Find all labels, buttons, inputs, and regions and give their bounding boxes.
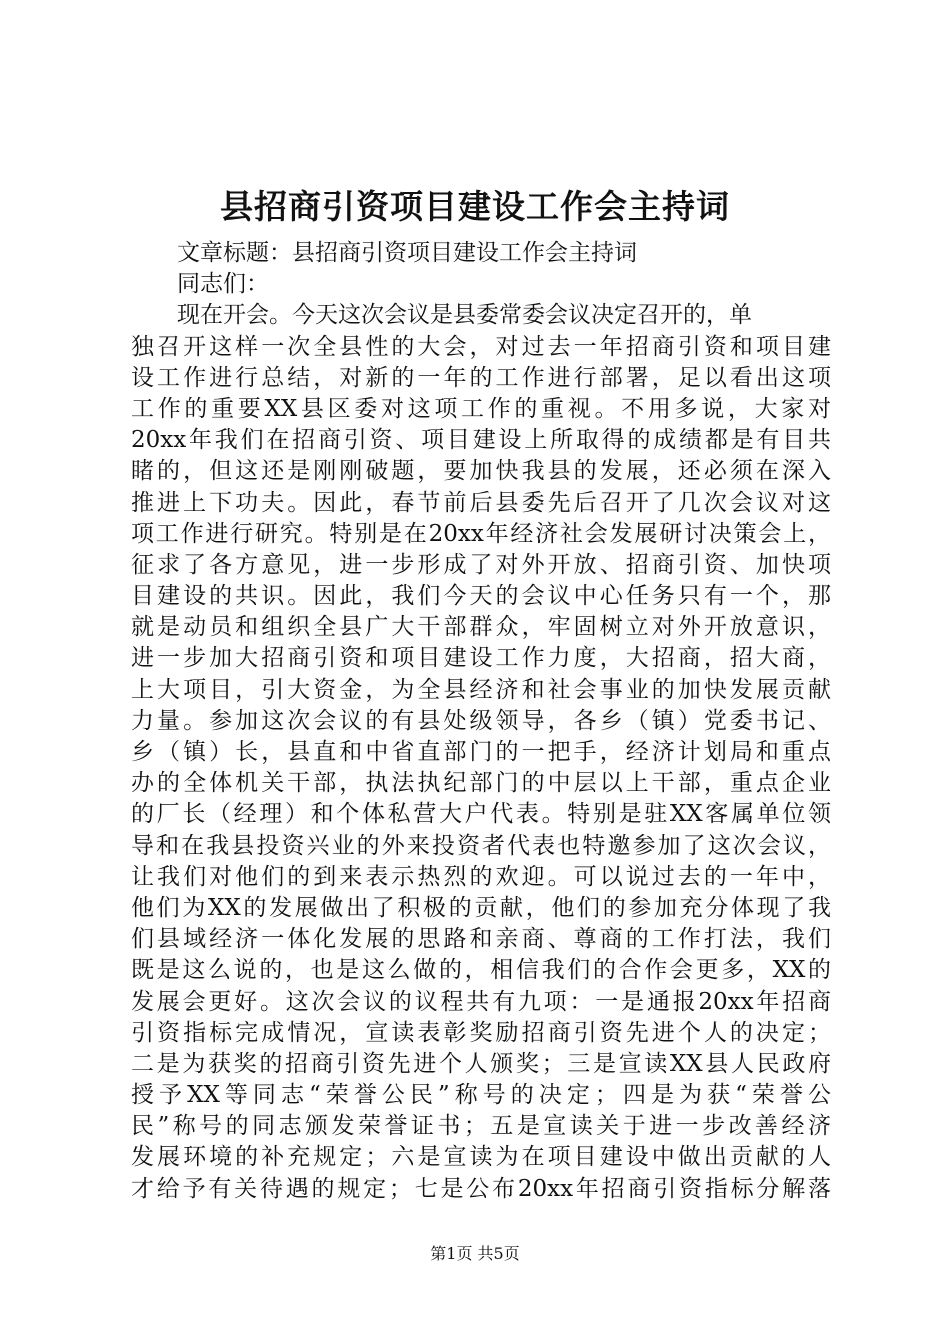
document-title: 县招商引资项目建设工作会主持词 xyxy=(220,187,730,226)
main-paragraph xyxy=(131,300,831,1204)
paragraph-line: 项工作进行研究。特别是在20xx年经济社会发展研讨决策会上， xyxy=(131,520,831,547)
paragraph-line: 就是动员和组织全县广大干部群众，牢固树立对外开放意识， xyxy=(131,614,831,641)
paragraph-line: 设工作进行总结，对新的一年的工作进行部署，足以看出这项 xyxy=(131,364,831,391)
paragraph-line: 才给予有关待遇的规定；七是公布20xx年招商引资指标分解落 xyxy=(131,1175,831,1202)
paragraph-line: 二是为获奖的招商引资先进个人颁奖；三是宣读XX县人民政府 xyxy=(131,1050,831,1077)
paragraph-line: 乡（镇）长，县直和中省直部门的一把手，经济计划局和重点 xyxy=(131,739,831,765)
page-footer: 第1页 共5页 xyxy=(430,1244,520,1263)
paragraph-line: 让我们对他们的到来表示热烈的欢迎。可以说过去的一年中， xyxy=(131,863,831,890)
paragraph-line: 上大项目，引大资金，为全县经济和社会事业的加快发展贡献 xyxy=(131,676,831,703)
greeting-line: 同志们： xyxy=(177,271,269,298)
paragraph-line: 授予XX等同志“荣誉公民”称号的决定；四是为获“荣誉公 xyxy=(131,1082,831,1109)
paragraph-line: 现在开会。今天这次会议是县委常委会议决定召开的，单 xyxy=(177,302,752,329)
paragraph-line: 发展环境的补充规定；六是宣读为在项目建设中做出贡献的人 xyxy=(131,1144,831,1171)
paragraph-line: 引资指标完成情况，宣读表彰奖励招商引资先进个人的决定； xyxy=(131,1019,831,1046)
paragraph-line: 发展会更好。这次会议的议程共有九项：一是通报20xx年招商 xyxy=(131,988,831,1015)
paragraph-line: 工作的重要XX县区委对这项工作的重视。不用多说，大家对 xyxy=(131,395,831,422)
paragraph-line: 他们为XX的发展做出了积极的贡献，他们的参加充分体现了我 xyxy=(131,894,831,921)
paragraph-line: 征求了各方意见，进一步形成了对外开放、招商引资、加快项 xyxy=(131,551,831,578)
article-title-line: 文章标题：县招商引资项目建设工作会主持词 xyxy=(177,240,637,266)
paragraph-line: 独召开这样一次全县性的大会，对过去一年招商引资和项目建 xyxy=(131,333,831,360)
paragraph-line: 导和在我县投资兴业的外来投资者代表也特邀参加了这次会议， xyxy=(131,832,831,859)
paragraph-line: 力量。参加这次会议的有县处级领导，各乡（镇）党委书记、 xyxy=(131,707,831,734)
document-body xyxy=(131,238,831,1205)
paragraph-line: 20xx年我们在招商引资、项目建设上所取得的成绩都是有目共 xyxy=(131,427,831,454)
paragraph-line: 目建设的共识。因此，我们今天的会议中心任务只有一个，那 xyxy=(131,583,831,610)
paragraph-line: 进一步加大招商引资和项目建设工作力度，大招商，招大商， xyxy=(131,645,831,672)
paragraph-line: 推进上下功夫。因此，春节前后县委先后召开了几次会议对这 xyxy=(131,489,831,516)
paragraph-line: 办的全体机关干部，执法执纪部门的中层以上干部，重点企业 xyxy=(131,770,831,797)
paragraph-line: 民”称号的同志颁发荣誉证书；五是宣读关于进一步改善经济 xyxy=(131,1113,831,1140)
paragraph-line: 睹的，但这还是刚刚破题，要加快我县的发展，还必须在深入 xyxy=(131,458,831,485)
paragraph-line: 既是这么说的，也是这么做的，相信我们的合作会更多，XX的 xyxy=(131,957,831,984)
paragraph-line: 们县域经济一体化发展的思路和亲商、尊商的工作打法，我们 xyxy=(131,926,831,953)
paragraph-line: 的厂长（经理）和个体私营大户代表。特别是驻XX客属单位领 xyxy=(131,801,831,828)
